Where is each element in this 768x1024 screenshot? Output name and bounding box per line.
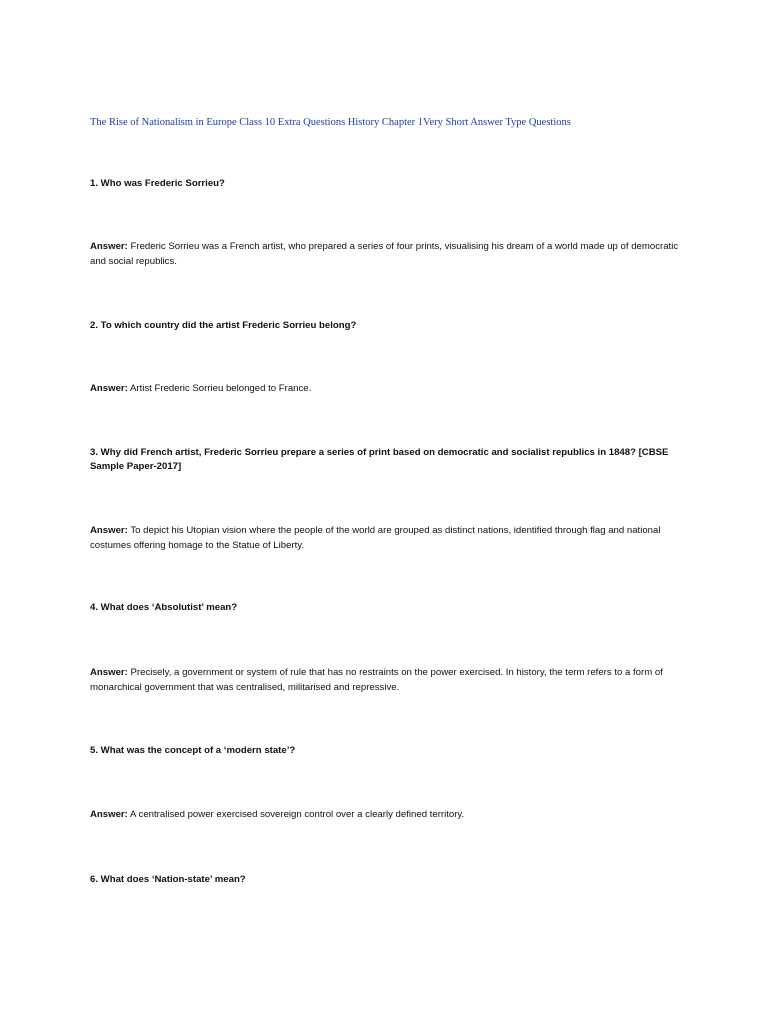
question-1: 1. Who was Frederic Sorrieu? bbox=[90, 178, 225, 189]
answer-text: A centralised power exercised sovereign control over a clearly defined territory. bbox=[127, 809, 465, 820]
answer-1 bbox=[90, 240, 680, 269]
answer-label: Answer: bbox=[90, 809, 128, 820]
answer-text: Precisely, a government or system of rule that has no restraints on the power exercised. In history, the term refers to a form of monarchical government that was centralised, militarised and repressive. bbox=[90, 667, 663, 693]
question-2: 2. To which country did the artist Frederic Sorrieu belong? bbox=[90, 320, 357, 331]
question-3: 3. Why did French artist, Frederic Sorrieu prepare a series of print based on democratic and socialist republics in 1848? [CBSE Sample Paper-2017] bbox=[90, 447, 669, 472]
answer-label: Answer: bbox=[90, 241, 128, 252]
answer-text: To depict his Utopian vision where the people of the world are grouped as distinct nations, identified through flag and national costumes offering homage to the Statue of Liberty. bbox=[90, 525, 661, 551]
answer-3 bbox=[90, 524, 680, 553]
document-title[interactable]: The Rise of Nationalism in Europe Class 10 Extra Questions History Chapter 1Very Short Answer Type Questions bbox=[90, 117, 571, 128]
answer-2 bbox=[90, 382, 680, 397]
question-6: 6. What does ‘Nation-state’ mean? bbox=[90, 874, 246, 885]
question-5: 5. What was the concept of a ‘modern state’? bbox=[90, 745, 296, 756]
answer-text: Frederic Sorrieu was a French artist, who prepared a series of four prints, visualising his dream of a world made up of democratic and social republics. bbox=[90, 241, 679, 267]
answer-text: Artist Frederic Sorrieu belonged to France. bbox=[127, 383, 312, 394]
answer-label: Answer: bbox=[90, 383, 128, 394]
question-4: 4. What does ‘Absolutist’ mean? bbox=[90, 602, 238, 613]
answer-5 bbox=[90, 808, 680, 823]
answer-4 bbox=[90, 666, 680, 695]
answer-label: Answer: bbox=[90, 525, 128, 536]
answer-label: Answer: bbox=[90, 667, 128, 678]
